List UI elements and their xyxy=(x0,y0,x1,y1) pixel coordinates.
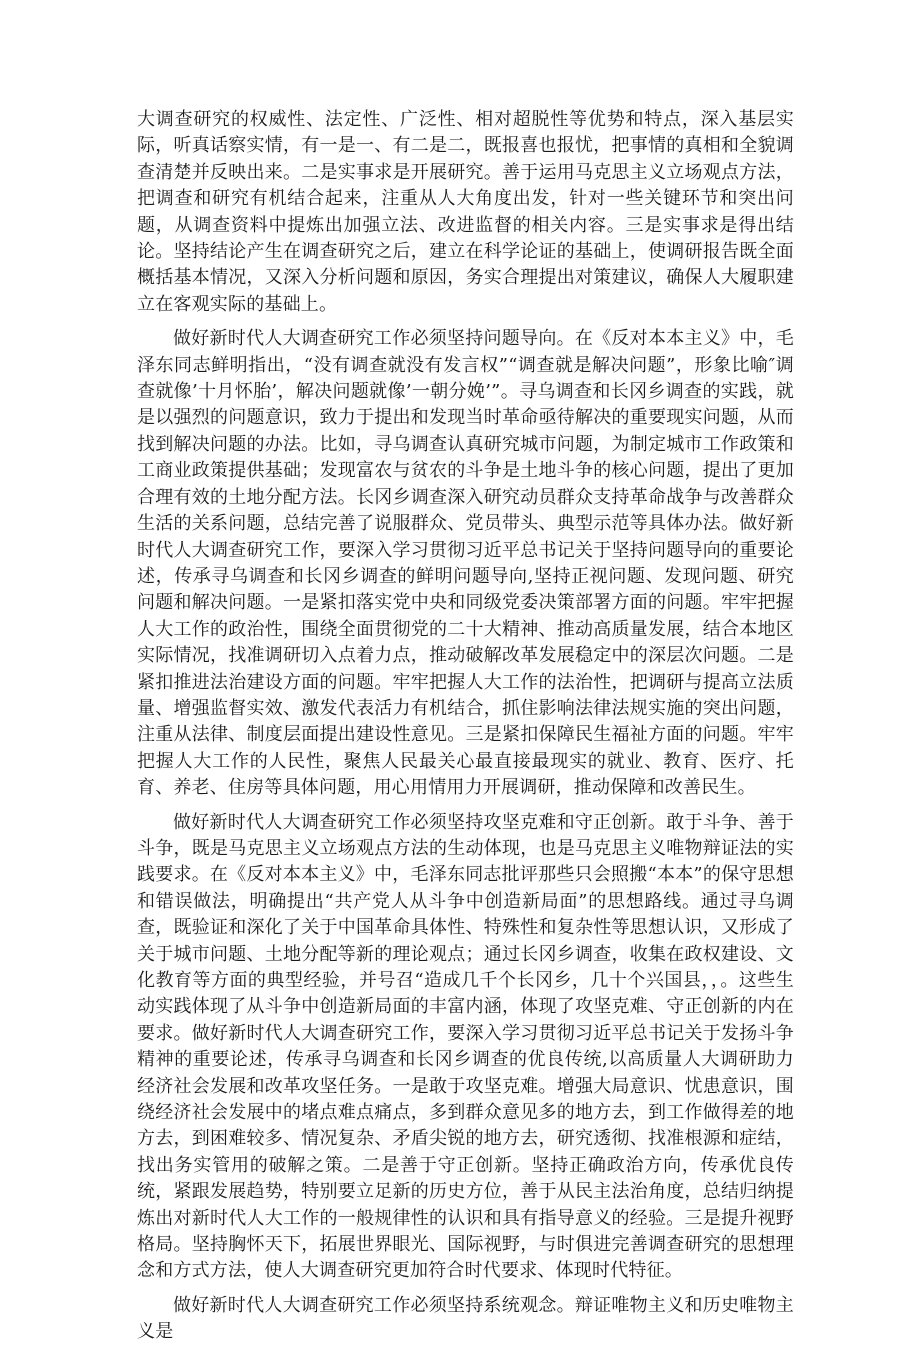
document-body xyxy=(137,107,794,1346)
paragraph-systems-thinking: 做好新时代人大调查研究工作必须坚持系统观念。辩证唯物主义和历史唯物主义是 xyxy=(137,1294,794,1343)
paragraph-problem-orientation: 做好新时代人大调查研究工作必须坚持问题导向。在《反对本本主义》中，毛泽东同志鲜明指出，“没有调查就没有发言权”“调查就是解决问题”，形象比喻″调查就像’十月怀胎’，解决问题就像’一朝分娩’”。寻乌调查和长冈乡调查的实践，就是以强烈的问题意识，致力于提出和发现当时革命亟待解决的重要现实问题，从而找到解决问题的办法。比如，寻乌调查认真研究城市问题，为制定城市工作政策和工商业政策提供基础；发现富农与贫农的斗争是土地斗争的核心问题，提出了更加合理有效的土地分配方法。长冈乡调查深入研究动员群众支持革命战争与改善群众生活的关系问题，总结完善了说服群众、党员带头、典型示范等具体办法。做好新时代人大调查研究工作，要深入学习贯彻习近平总书记关于坚持问题导向的重要论述，传承寻乌调查和长冈乡调查的鲜明问题导向,坚持正视问题、发现问题、研究问题和解决问题。一是紧扣落实党中央和同级党委决策部署方面的问题。牢牢把握人大工作的政治性，围绕全面贯彻党的二十大精神、推动高质量发展，结合本地区实际情况，找准调研切入点着力点，推动破解改革发展稳定中的深层次问题。二是紧扣推进法治建设方面的问题。牢牢把握人大工作的法治性，把调研与提高立法质量、增强监督实效、激发代表活力有机结合，抓住影响法律法规实施的突出问题，注重从法律、制度层面提出建设性意见。三是紧扣保障民生福祉方面的问题。牢牢把握人大工作的人民性，聚焦人民最关心最直接最现实的就业、教育、医疗、托育、养老、住房等具体问题，用心用情用力开展调研，推动保障和改善民生。 xyxy=(137,328,794,799)
paragraph-struggle-innovation: 做好新时代人大调查研究工作必须坚持攻坚克难和守正创新。敢于斗争、善于斗争，既是马克思主义立场观点方法的生动体现，也是马克思主义唯物辩证法的实践要求。在《反对本本主义》中，毛泽东同志批评那些只会照搬“本本”的保守思想和错误做法，明确提出“共产党人从斗争中创造新局面”的思想路线。通过寻乌调查，既验证和深化了关于中国革命具体性、特殊性和复杂性等思想认识，又形成了关于城市问题、土地分配等新的理论观点；通过长冈乡调查，收集在政权建设、文化教育等方面的典型经验，并号召“造成几千个长冈乡，几十个兴国县，，。这些生动实践体现了从斗争中创造新局面的丰富内涵，体现了攻坚克难、守正创新的内在要求。做好新时代人大调查研究工作，要深入学习贯彻习近平总书记关于发扬斗争精神的重要论述，传承寻乌调查和长冈乡调查的优良传统,以高质量人大调研助力经济社会发展和改革攻坚任务。一是敢于攻坚克难。增强大局意识、忧患意识，围绕经济社会发展中的堵点难点痛点，多到群众意见多的地方去，到工作做得差的地方去，到困难较多、情况复杂、矛盾尖锐的地方去，研究透彻、找准根源和症结，找出务实管用的破解之策。二是善于守正创新。坚持正确政治方向，传承优良传统，紧跟发展趋势，特别要立足新的历史方位，善于从民主法治角度，总结归纳提炼出对新时代人大工作的一般规律性的认识和具有指导意义的经验。三是提升视野格局。坚持胸怀天下，拓展世界眼光、国际视野，与时俱进完善调查研究的思想理念和方式方法，使人大调查研究更加符合时代要求、体现时代特征。 xyxy=(137,811,794,1282)
paragraph-continuation: 大调查研究的权威性、法定性、广泛性、相对超脱性等优势和特点，深入基层实际，听真话察实情，有一是一、有二是二，既报喜也报忧，把事情的真相和全貌调查清楚并反映出来。二是实事求是开展研究。善于运用马克思主义立场观点方法，把调查和研究有机结合起来，注重从人大角度出发，针对一些关键环节和突出问题，从调查资料中提炼出加强立法、改进监督的相关内容。三是实事求是得出结论。坚持结论产生在调查研究之后，建立在科学论证的基础上，使调研报告既全面概括基本情况，又深入分析问题和原因，务实合理提出对策建议，确保人大履职建立在客观实际的基础上。 xyxy=(137,109,794,315)
